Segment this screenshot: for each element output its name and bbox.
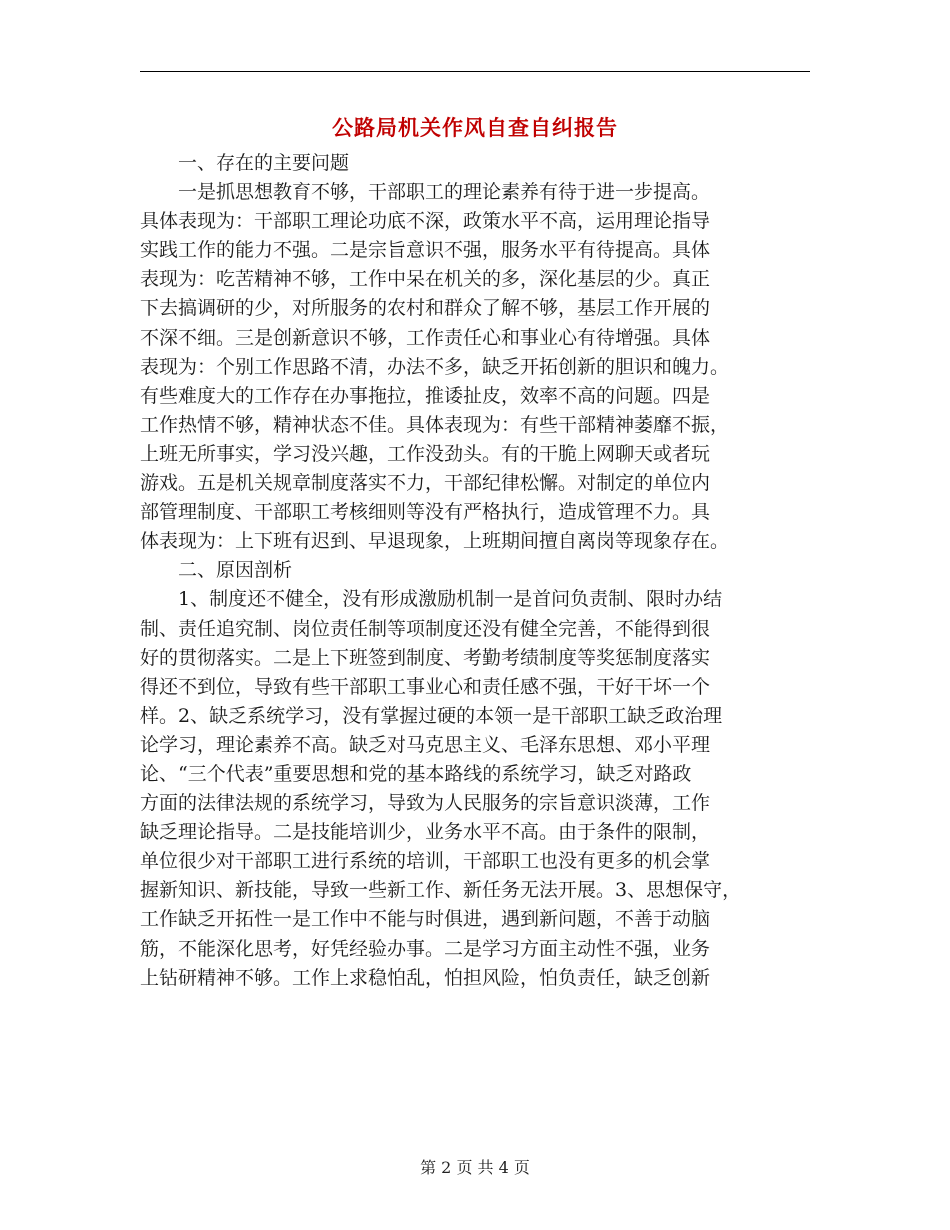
text-line: 体表现为：上下班有迟到、早退现象，上班期间擅自离岗等现象存在。 [140,530,730,553]
text-line: 工作缺乏开拓性一是工作中不能与时俱进，遇到新问题，不善于动脑 [140,908,711,931]
text-line: 方面的法律法规的系统学习，导致为人民服务的宗旨意识淡薄，工作 [140,792,711,815]
page-footer: 第 2 页 共 4 页 [420,1158,530,1177]
text-line: 工作热情不够，精神状态不佳。具体表现为：有些干部精神萎靡不振， [140,413,730,436]
text-line: 好的贯彻落实。二是上下班签到制度、考勤考绩制度等奖惩制度落实 [140,646,711,669]
text-line: 单位很少对干部职工进行系统的培训，干部职工也没有更多的机会掌 [140,850,711,873]
text-line: 一、存在的主要问题 [178,152,350,174]
text-line: 一是抓思想教育不够，干部职工的理论素养有待于进一步提高。 [178,181,711,204]
text-line: 得还不到位，导致有些干部职工事业心和责任感不强，干好干坏一个 [140,675,711,698]
text-line: 论学习，理论素养不高。缺乏对马克思主义、毛泽东思想、邓小平理 [140,733,711,756]
header-rule [140,71,810,72]
document-body [140,149,820,993]
text-line: 样。2、缺乏系统学习，没有掌握过硬的本领一是干部职工缺乏政治理 [140,704,723,727]
document-title: 公路局机关作风自查自纠报告 [332,115,618,140]
text-line: 制、责任追究制、岗位责任制等项制度还没有健全完善，不能得到很 [140,617,711,640]
text-line: 上班无所事实，学习没兴趣，工作没劲头。有的干脆上网聊天或者玩 [140,442,711,465]
text-line: 具体表现为：干部职工理论功底不深，政策水平不高，运用理论指导 [140,210,711,233]
text-line: 论、“三个代表”重要思想和党的基本路线的系统学习，缺乏对路政 [140,762,692,785]
text-line: 表现为：吃苦精神不够，工作中呆在机关的多，深化基层的少。真正 [140,268,711,291]
text-line: 部管理制度、干部职工考核细则等没有严格执行，造成管理不力。具 [140,501,711,524]
text-line: 缺乏理论指导。二是技能培训少，业务水平不高。由于条件的限制， [140,821,711,844]
text-line: 游戏。五是机关规章制度落实不力，干部纪律松懈。对制定的单位内 [140,472,711,495]
text-line: 下去搞调研的少，对所服务的农村和群众了解不够，基层工作开展的 [140,297,711,320]
text-line: 实践工作的能力不强。二是宗旨意识不强，服务水平有待提高。具体 [140,239,711,262]
text-line: 握新知识、新技能，导致一些新工作、新任务无法开展。3、思想保守， [140,879,742,902]
text-line: 筋，不能深化思考，好凭经验办事。二是学习方面主动性不强，业务 [140,937,711,960]
text-line: 1、制度还不健全，没有形成激励机制一是首问负责制、限时办结 [178,588,723,611]
text-line: 上钻研精神不够。工作上求稳怕乱，怕担风险，怕负责任，缺乏创新 [140,966,711,989]
text-line: 表现为：个别工作思路不清，办法不多，缺乏开拓创新的胆识和魄力。 [140,355,730,378]
text-line: 不深不细。三是创新意识不够，工作责任心和事业心有待增强。具体 [140,326,711,349]
text-line: 二、原因剖析 [178,559,293,582]
text-line: 有些难度大的工作存在办事拖拉，推诿扯皮，效率不高的问题。四是 [140,384,711,407]
